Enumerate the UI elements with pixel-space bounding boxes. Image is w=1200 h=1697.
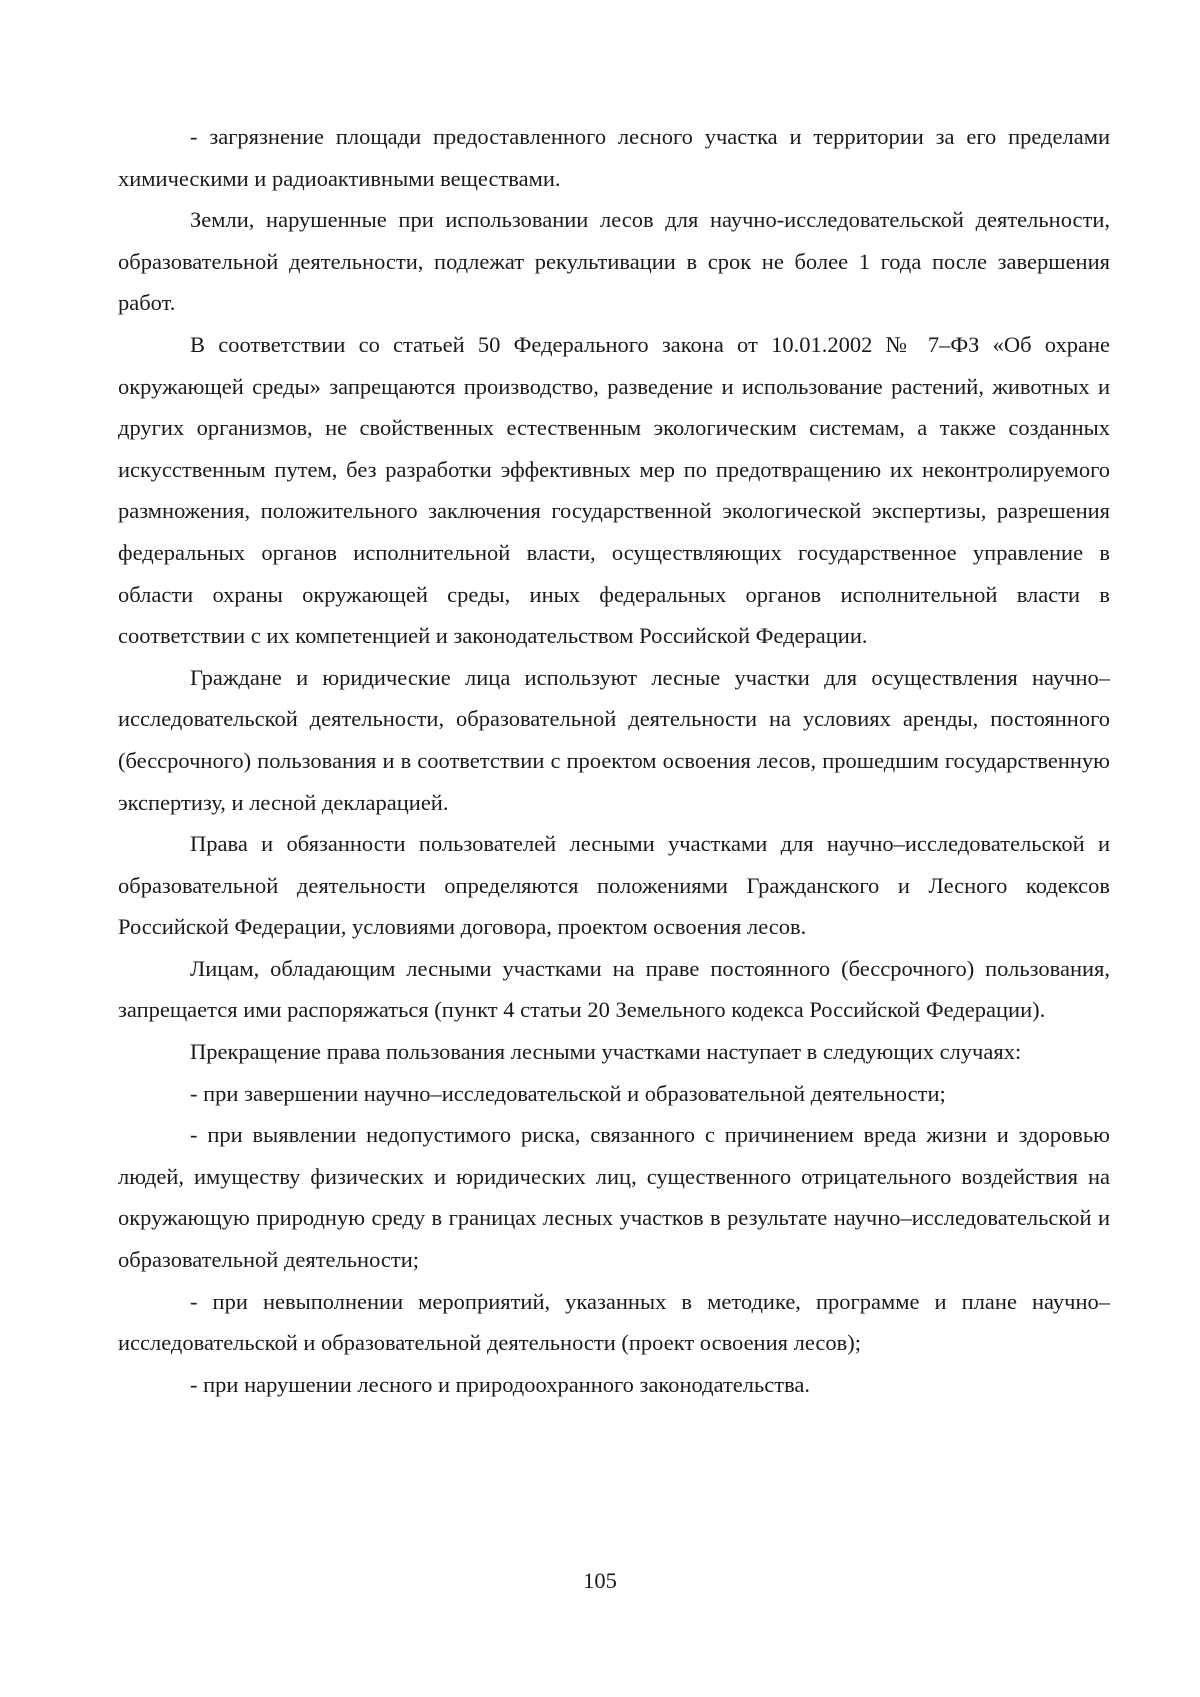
paragraph-pollution-item: - загрязнение площади предоставленного лесного участка и территории за его пределами химическими и радиоактивными веществами. [118, 124, 1110, 191]
paragraph-permanent-use: Лицам, обладающим лесными участками на праве постоянного (бессрочного) пользования, запрещается ими распоряжаться (пункт 4 статьи 20 Земельного кодекса Российской Федерации). [118, 955, 1110, 1023]
list-item-non-fulfilment: - при невыполнении мероприятий, указанных в методике, программе и плане научно–исследовательской и образовательной деятельности (проект освоения лесов); [118, 1288, 1110, 1356]
body-text [118, 116, 1110, 1405]
paragraph-land-reclamation: Земли, нарушенные при использовании лесов для научно-исследовательской деятельности, образовательной деятельности, подлежат рекультивации в срок не более 1 года после завершения работ. [118, 207, 1110, 316]
paragraph-rights-duties: Права и обязанности пользователей лесными участками для научно–исследовательской и образовательной деятельности определяются положениями Гражданского и Лесного кодексов Российской Федерации, условиями договора, проектом освоения лесов. [118, 831, 1110, 940]
paragraph-citizens-use: Граждане и юридические лица используют лесные участки для осуществления научно–исследовательской деятельности, образовательной деятельности на условиях аренды, постоянного (бессрочного) пользования и в соответствии с проектом освоения лесов, прошедшим государственную экспертизу, и лесной декларацией. [118, 664, 1110, 815]
paragraph-termination-intro: Прекращение права пользования лесными участками наступает в следующих случаях: [190, 1039, 1022, 1065]
list-item-risk: - при выявлении недопустимого риска, связанного с причинением вреда жизни и здоровью людей, имуществу физических и юридических лиц, существенного отрицательного воздействия на окружающую природную среду в границах лесных участков в результате научно–исследовательской и образовательной деятельности; [118, 1122, 1110, 1273]
paragraph-federal-law-article-50: В соответствии со статьей 50 Федерального закона от 10.01.2002 № 7–ФЗ «Об охране окружающей среды» запрещаются производство, разведение и использование растений, животных и других организмов, не свойственных естественным экологическим системам, а также созданных искусственным путем, без разработки эффективных мер по предотвращению их неконтролируемого размножения, положительного заключения государственной экологической экспертизы, разрешения федеральных органов исполнительной власти, осуществляющих государственное управление в области охраны окружающей среды, иных федеральных органов исполнительной власти в соответствии с их компетенцией и законодательством Российской Федерации. [118, 331, 1110, 649]
page-number: 105 [583, 1568, 617, 1593]
list-item-completion: - при завершении научно–исследовательской и образовательной деятельности; [190, 1080, 946, 1106]
list-item-violation: - при нарушении лесного и природоохранного законодательства. [190, 1371, 811, 1397]
